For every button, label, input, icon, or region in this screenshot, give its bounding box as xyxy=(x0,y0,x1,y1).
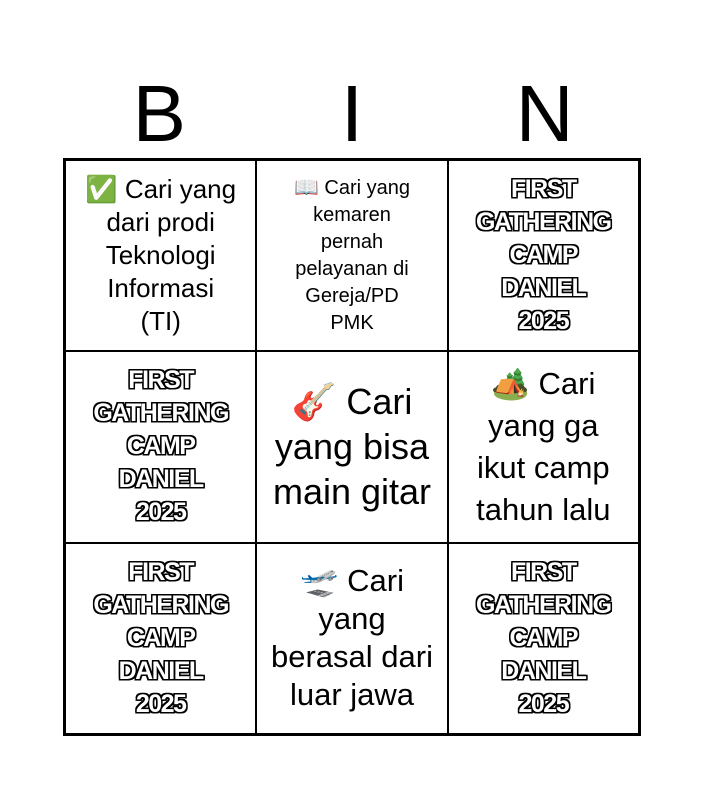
bingo-cell-r1c2[interactable] xyxy=(256,160,447,351)
bingo-cell-r3c1-free[interactable] xyxy=(65,543,256,734)
cell-text: ✅ Cari yang dari prodi Teknologi Informasi (TI) xyxy=(85,174,237,337)
bingo-header xyxy=(63,70,641,158)
free-space-text: FIRST GATHERING CAMP DANIEL 2025 xyxy=(93,557,228,718)
cell-text: 🎸 Cari yang bisa main gitar xyxy=(272,381,432,513)
bingo-cell-r1c3-free[interactable] xyxy=(448,160,639,351)
header-letter-n: N xyxy=(515,69,574,158)
bingo-cell-r3c2[interactable] xyxy=(256,543,447,734)
cell-text: 🛫 Cari yang berasal dari luar jawa xyxy=(271,563,433,713)
header-letter-i: I xyxy=(340,69,364,158)
bingo-cell-r1c1[interactable] xyxy=(65,160,256,351)
bingo-board xyxy=(63,158,641,736)
cell-text: 📖 Cari yang kemaren pernah pelayanan di Gereja/PD PMK xyxy=(293,176,411,334)
bingo-cell-r3c3-free[interactable] xyxy=(448,543,639,734)
free-space-text: FIRST GATHERING CAMP DANIEL 2025 xyxy=(475,557,611,718)
header-letter-b: B xyxy=(132,69,186,158)
bingo-cell-r2c2[interactable] xyxy=(256,351,447,542)
bingo-cell-r2c3[interactable] xyxy=(448,351,639,542)
free-space-text: FIRST GATHERING CAMP DANIEL 2025 xyxy=(93,366,228,527)
bingo-cell-r2c1-free[interactable] xyxy=(65,351,256,542)
free-space-text: FIRST GATHERING CAMP DANIEL 2025 xyxy=(475,175,611,336)
cell-text: 🏕️ Cari yang ga ikut camp tahun lalu xyxy=(476,365,611,527)
